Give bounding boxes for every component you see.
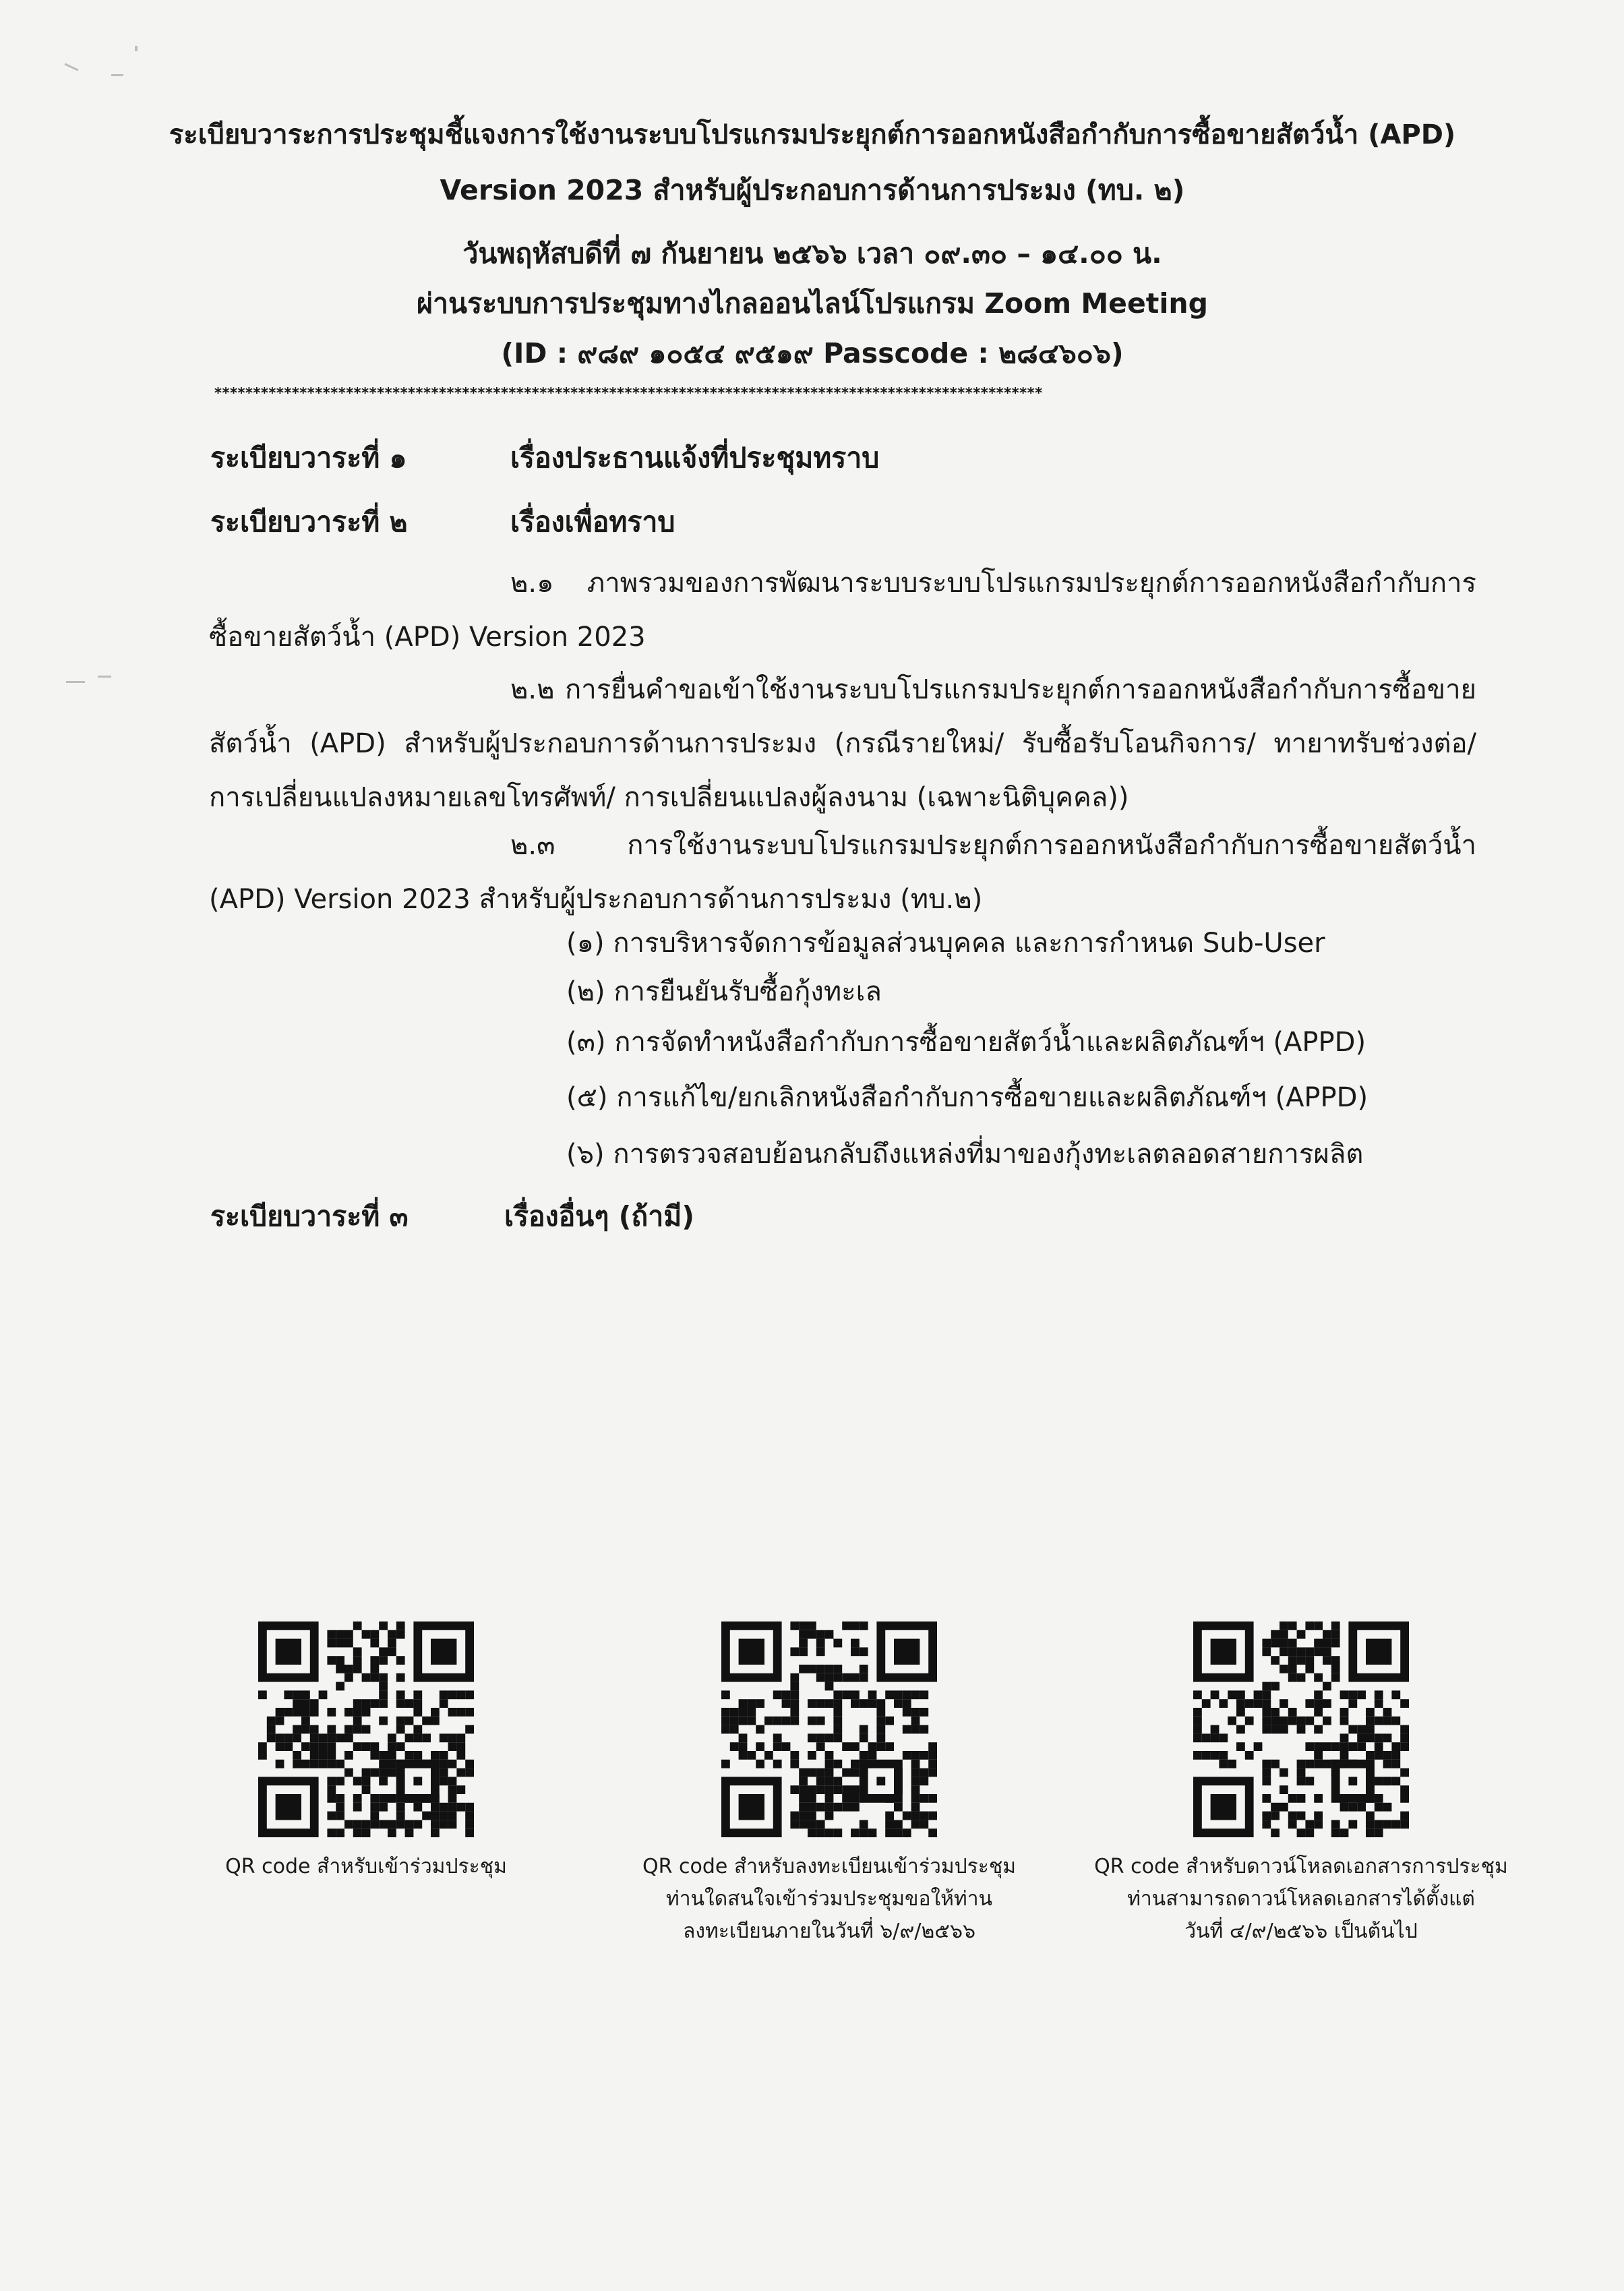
agenda-1-title: เรื่องประธานแจ้งที่ประชุมทราบ [510,442,880,474]
scan-speck [135,46,138,51]
qr-code-document-download[interactable] [1193,1621,1409,1837]
qr-code-join-meeting[interactable] [258,1621,474,1837]
agenda-2-3-subitem: (๖) การตรวจสอบย้อนกลับถึงแหล่งที่มาของกุ้งทะเลตลอดสายการผลิต [566,1139,1364,1170]
header-title-line2: Version 2023 สำหรับผู้ประกอบการด้านการประมง (ทบ. ๒) [440,174,1185,206]
agenda-2-1-paragraph: ๒.๑ ภาพรวมของการพัฒนาระบบระบบโปรแกรมประยุกต์การออกหนังสือกำกับการซื้อขายสัตว์น้ำ (APD) Version 2023 [209,568,1476,653]
qr-caption-join [164,1851,568,1883]
agenda-2-2-paragraph: ๒.๒ การยื่นคำขอเข้าใช้งานระบบโปรแกรมประยุกต์การออกหนังสือกำกับการซื้อขายสัตว์น้ำ (APD) สำหรับผู้ประกอบการด้านการประมง (กรณีรายใหม่/ รับซื้อรับโอนกิจการ/ ทายาทรับช่วงต่อ/ การเปลี่ยนแปลงหมายเลขโทรศัพท์/ การเปลี่ยนแปลงผู้ลงนาม (เฉพาะนิติบุคคล)) [209,674,1476,813]
qr-caption-line: ลงทะเบียนภายในวันที่ ๖/๙/๒๕๖๖ [682,1920,976,1943]
header-date-line: วันพฤหัสบดีที่ ๗ กันยายน ๒๕๖๖ เวลา ๐๙.๓๐ – ๑๔.๐๐ น. [462,237,1162,270]
separator-line: *********************************************************************************************************** [214,385,1043,401]
qr-code-registration[interactable] [721,1621,937,1837]
qr-caption-line: ท่านสามารถดาวน์โหลดเอกสารได้ตั้งแต่ [1127,1887,1475,1911]
qr-caption-download [1058,1851,1544,1948]
agenda-2-label: ระเบียบวาระที่ ๒ [210,506,408,538]
agenda-2-3-paragraph: ๒.๓ การใช้งานระบบโปรแกรมประยุกต์การออกหนังสือกำกับการซื้อขายสัตว์น้ำ (APD) Version 2023 สำหรับผู้ประกอบการด้านการประมง (ทบ.๒) [209,830,1476,915]
agenda-2-3-subitem: (๓) การจัดทำหนังสือกำกับการซื้อขายสัตว์น้ำและผลิตภัณฑ์ฯ (APPD) [566,1027,1366,1058]
agenda-2-3-subitem: (๒) การยืนยันรับซื้อกุ้งทะเล [566,976,882,1007]
qr-caption-line: ท่านใดสนใจเข้าร่วมประชุมขอให้ท่าน [665,1887,993,1911]
header-platform-line: ผ่านระบบการประชุมทางไกลออนไลน์โปรแกรม Zoom Meeting [417,287,1208,320]
header-title-line1: ระเบียบวาระการประชุมชี้แจงการใช้งานระบบโปรแกรมประยุกต์การออกหนังสือกำกับการซื้อขายสัตว์น้ำ (APD) [169,119,1456,150]
scan-speck [98,676,111,678]
agenda-2-3-subitem: (๕) การแก้ไข/ยกเลิกหนังสือกำกับการซื้อขายและผลิตภัณฑ์ฯ (APPD) [566,1082,1369,1113]
scan-speck [66,681,85,683]
qr-code-image [721,1621,937,1837]
qr-caption-line: QR code สำหรับลงทะเบียนเข้าร่วมประชุม [642,1855,1017,1878]
agenda-3-label: ระเบียบวาระที่ ๓ [210,1200,409,1232]
qr-code-image [258,1621,474,1837]
scan-speck [64,63,78,71]
qr-caption-registration [593,1851,1065,1948]
qr-caption-line: QR code สำหรับดาวน์โหลดเอกสารการประชุม [1094,1855,1508,1878]
agenda-1-label: ระเบียบวาระที่ ๑ [210,442,407,474]
agenda-2-title: เรื่องเพื่อทราบ [510,506,675,538]
qr-caption-line: วันที่ ๔/๙/๒๕๖๖ เป็นต้นไป [1184,1920,1418,1943]
scan-speck [111,74,123,76]
header-meeting-id-line: (ID : ๙๘๙ ๑๐๕๔ ๙๕๑๙ Passcode : ๒๘๔๖๐๖) [501,337,1124,369]
qr-code-image [1193,1621,1409,1837]
agenda-3-title: เรื่องอื่นๆ (ถ้ามี) [504,1200,694,1232]
qr-caption-line: QR code สำหรับเข้าร่วมประชุม [225,1855,507,1878]
agenda-2-3-subitem: (๑) การบริหารจัดการข้อมูลส่วนบุคคล และการกำหนด Sub-User [566,928,1325,959]
